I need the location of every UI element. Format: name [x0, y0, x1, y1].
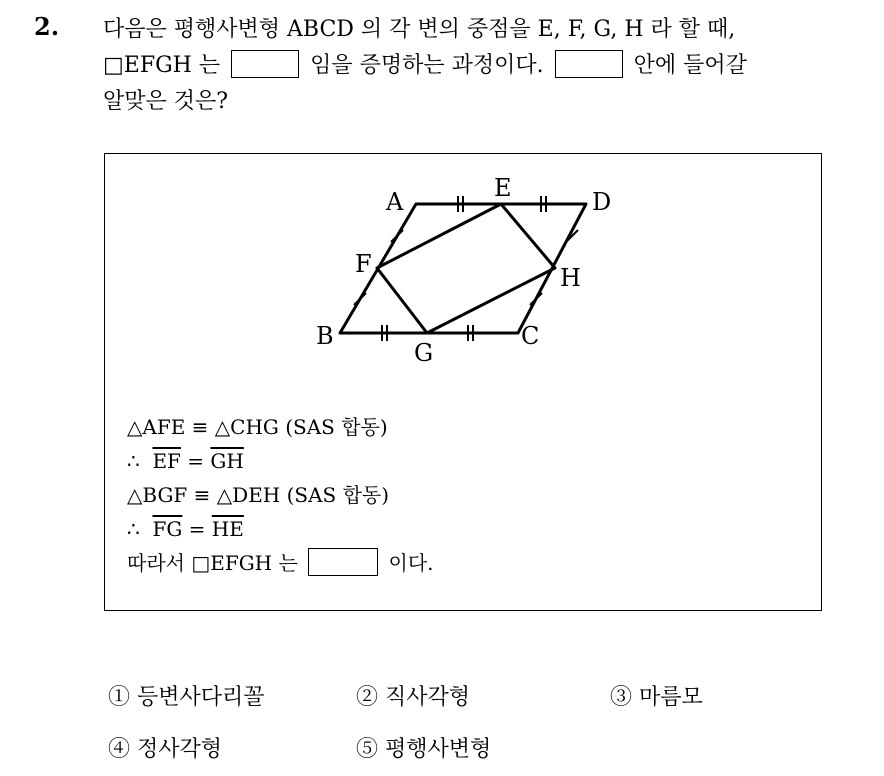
- label-h: H: [560, 264, 581, 292]
- answer-choices: [108, 672, 703, 776]
- question-number: 2.: [34, 12, 60, 41]
- segment-fg: $\overline{FG}$: [152, 517, 183, 541]
- segment-ef: $\overline{EF}$: [152, 449, 181, 473]
- answer-blank-reference: [555, 50, 623, 78]
- equals-sign: =: [188, 517, 206, 541]
- proof-line-1: △AFE ≡ △CHG (SAS 합동): [127, 415, 388, 439]
- label-e: E: [494, 174, 512, 202]
- choice-5[interactable]: ⑤ 평행사변형: [356, 737, 492, 762]
- proof-text: [127, 410, 434, 580]
- question-stem: [103, 12, 873, 120]
- stem-line-2: [103, 48, 873, 84]
- label-a: A: [386, 188, 404, 216]
- label-b: B: [316, 322, 334, 350]
- conclusion-start: 따라서 □EFGH 는: [127, 551, 298, 575]
- label-g: G: [414, 339, 434, 367]
- segment-gh: $\overline{GH}$: [210, 449, 244, 473]
- label-d: D: [592, 188, 612, 216]
- segment-he: $\overline{HE}$: [211, 517, 244, 541]
- stem-line-2-end: 안에 들어갈: [633, 53, 747, 78]
- therefore-symbol: ∴: [127, 449, 140, 473]
- tick-hc: [530, 293, 542, 305]
- choice-row-1: [108, 672, 703, 724]
- choice-2[interactable]: ② 직사각형: [356, 685, 471, 710]
- proof-line-4: [127, 512, 434, 546]
- stem-line-2-start: □EFGH 는: [103, 53, 221, 78]
- equals-sign: =: [187, 449, 205, 473]
- choice-1[interactable]: ① 등변사다리꼴: [108, 685, 265, 710]
- choice-row-2: [108, 724, 703, 776]
- proof-line-2: [127, 444, 434, 478]
- conclusion-end: 이다.: [388, 551, 434, 575]
- tick-af: [391, 230, 403, 242]
- choice-3[interactable]: ③ 마름모: [610, 685, 703, 710]
- proof-line-3: △BGF ≡ △DEH (SAS 합동): [127, 483, 390, 507]
- proof-box: [104, 153, 822, 611]
- stem-line-2-middle: 임을 증명하는 과정이다.: [310, 53, 544, 78]
- stem-line-3: 알맞은 것은?: [103, 89, 229, 114]
- proof-line-5: [127, 546, 434, 580]
- conclusion-blank: [308, 548, 378, 576]
- label-f: F: [355, 250, 372, 278]
- tick-fb: [354, 293, 366, 305]
- therefore-symbol: ∴: [127, 517, 140, 541]
- choice-4[interactable]: ④ 정사각형: [108, 737, 223, 762]
- label-c: C: [521, 322, 540, 350]
- answer-blank: [231, 50, 299, 78]
- parallelogram-diagram: [105, 154, 820, 404]
- stem-line-1: 다음은 평행사변형 ABCD 의 각 변의 중점을 E, F, G, H 라 할 때,: [103, 17, 736, 42]
